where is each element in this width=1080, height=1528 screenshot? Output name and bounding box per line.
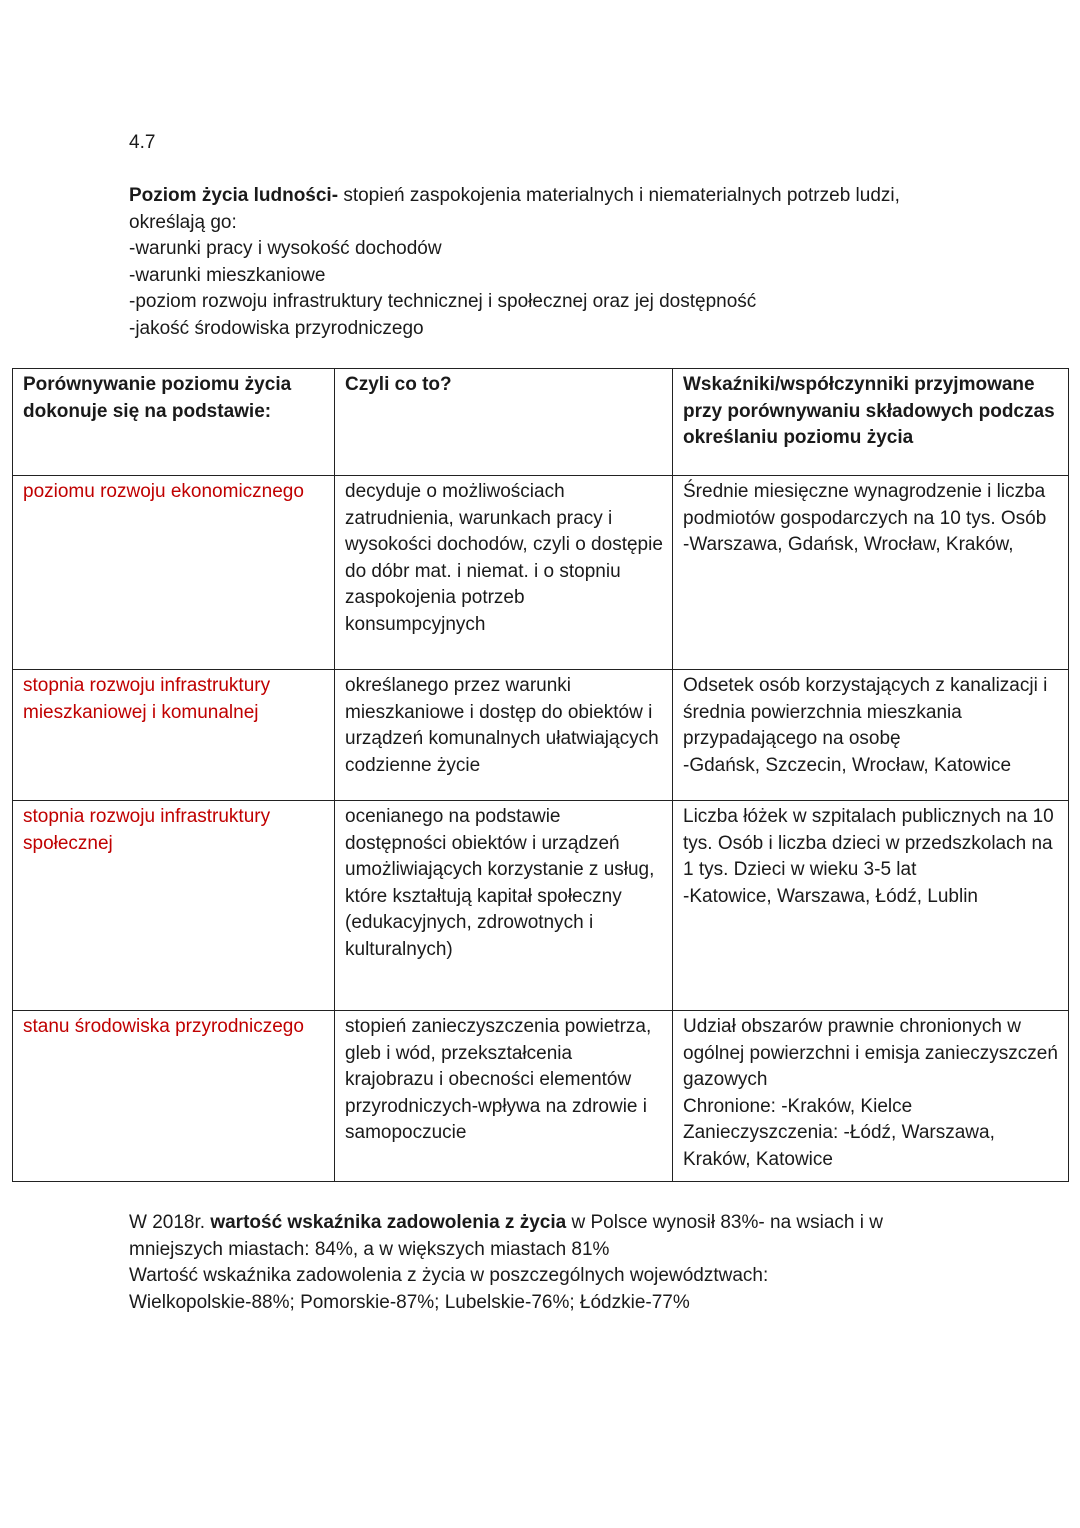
definition-text: stopień zaspokojenia materialnych i niematerialnych potrzeb ludzi, [338,185,900,206]
basis-cell: stanu środowiska przyrodniczego [13,1011,335,1182]
table-header-row [13,369,1069,476]
meaning-cell: decyduje o możliwościach zatrudnienia, warunkach pracy i wysokości dochodów, czyli o dostępie do dóbr mat. i niemat. i o stopniu zaspokojenia potrzeb konsumpcyjnych [335,476,673,670]
indicator-text: Liczba łóżek w szpitalach publicznych na 10 tys. Osób i liczba dzieci w przedszkolach na 1 tys. Dzieci w wieku 3-5 lat [683,806,1054,880]
indicator-text: Odsetek osób korzystających z kanalizacji i średnia powierzchnia mieszkania przypadającego na osobę [683,675,1048,749]
factors-list [129,236,969,342]
definition-term: Poziom życia ludności- [129,185,339,206]
table-row [13,801,1069,1011]
table-row [13,476,1069,670]
header-meaning: Czyli co to? [335,369,673,476]
meaning-cell: stopień zanieczyszczenia powietrza, gleb i wód, przekształcenia krajobrazu i obecności elementów przyrodniczych-wpływa na zdrowie i samopoczucie [335,1011,673,1182]
indicator-text: Udział obszarów prawnie chronionych w ogólnej powierzchni i emisja zanieczyszczeń gazowych [683,1016,1058,1090]
factor-item: -warunki mieszkaniowe [129,264,326,286]
satisfaction-summary [129,1210,949,1316]
factor-item: -jakość środowiska przyrodniczego [129,317,424,339]
summary-sentence [129,1210,949,1263]
definition-paragraph [129,183,969,210]
comparison-table [12,368,1069,1182]
indicator-pollution: Zanieczyszczenia: -Łódź, Warszawa, Kraków, Katowice [683,1122,995,1170]
meaning-cell: ocenianego na podstawie dostępności obiektów i urządzeń umożliwiających korzystanie z usług, które kształtują kapitał społeczny (edukacyjnych, zdrowotnych i kulturalnych) [335,801,673,1011]
basis-cell: stopnia rozwoju infrastruktury społecznej [13,801,335,1011]
intro-definition [129,183,969,342]
summary-rest: w Polsce wynosił 83%- na wsiach i w mniejszych miastach: 84%, a w większych miastach 81% [129,1212,883,1260]
indicators-cell [673,670,1069,801]
table-row [13,1011,1069,1182]
definition-lead-in: określają go: [129,211,237,233]
meaning-cell: określanego przez warunki mieszkaniowe i dostęp do obiektów i urządzeń komunalnych ułatwiających codzienne życie [335,670,673,801]
factor-item: -poziom rozwoju infrastruktury technicznej i społecznej oraz jej dostępność [129,291,757,312]
regions-intro: Wartość wskaźnika zadowolenia z życia w poszczególnych województwach: [129,1265,769,1286]
section-number: 4.7 [129,132,156,153]
header-basis: Porównywanie poziomu życia dokonuje się na podstawie: [13,369,335,476]
basis-cell: stopnia rozwoju infrastruktury mieszkaniowej i komunalnej [13,670,335,801]
indicator-protected: Chronione: -Kraków, Kielce [683,1095,913,1117]
indicators-cell [673,801,1069,1011]
indicator-cities: -Warszawa, Gdańsk, Wrocław, Kraków, [683,534,1014,555]
header-indicators: Wskaźniki/współczynniki przyjmowane przy porównywaniu składowych podczas określaniu poziomu życia [673,369,1069,476]
summary-prefix: W 2018r. [129,1212,211,1233]
indicator-cities: -Katowice, Warszawa, Łódź, Lublin [683,885,978,907]
table-row [13,670,1069,801]
indicator-cities: -Gdańsk, Szczecin, Wrocław, Katowice [683,754,1012,776]
regions-values: Wielkopolskie-88%; Pomorskie-87%; Lubelskie-76%; Łódzkie-77% [129,1291,690,1313]
indicators-cell [673,476,1069,670]
indicator-text: Średnie miesięczne wynagrodzenie i liczba podmiotów gospodarczych na 10 tys. Osób [683,481,1047,529]
factor-item: -warunki pracy i wysokość dochodów [129,238,442,259]
basis-cell: poziomu rozwoju ekonomicznego [13,476,335,670]
indicators-cell [673,1011,1069,1182]
summary-bold-term: wartość wskaźnika zadowolenia z życia [210,1212,567,1233]
